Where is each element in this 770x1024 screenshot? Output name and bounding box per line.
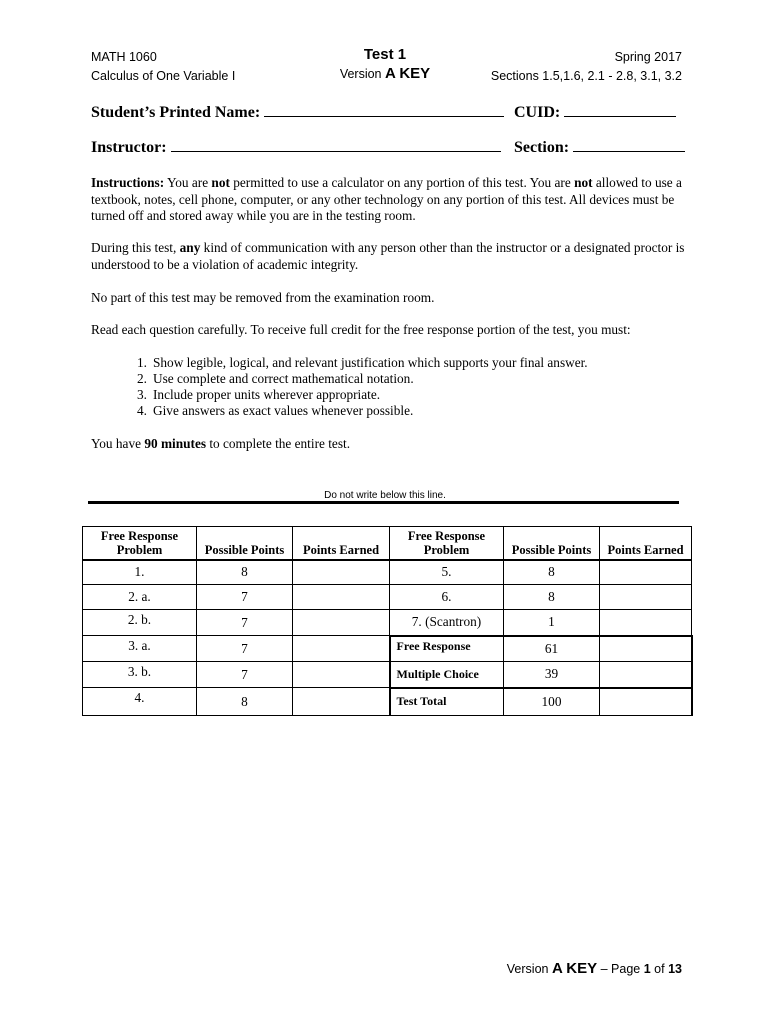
list-item (137, 387, 677, 403)
do-not-write-notice: Do not write below this line. (324, 490, 446, 501)
table-row (83, 560, 692, 585)
list-text: Give answers as exact values whenever possible. (153, 403, 414, 418)
possible-points-cell: 7 (197, 585, 293, 610)
removal-paragraph: No part of this test may be removed from the examination room. (91, 290, 435, 305)
summary-points-cell: 39 (504, 662, 600, 688)
problem-cell: 4. (83, 688, 197, 716)
list-item (137, 371, 677, 387)
list-item (137, 355, 677, 371)
version-prefix: Version (339, 67, 382, 81)
possible-points-cell: 8 (504, 560, 600, 585)
header-problem: Free Response Problem (83, 527, 197, 560)
version-line (330, 65, 440, 83)
problem-cell: 7. (Scantron) (390, 610, 504, 636)
points-earned-cell[interactable] (600, 560, 692, 585)
list-number: 2. (137, 371, 147, 386)
footer-page-total: 13 (668, 962, 682, 976)
points-earned-cell[interactable] (600, 585, 692, 610)
summary-label-cell: Free Response (390, 636, 504, 662)
list-text: Include proper units wherever appropriate. (153, 387, 381, 402)
footer-version-key: KEY (566, 960, 598, 977)
table-header-row (83, 527, 692, 560)
points-earned-cell[interactable] (293, 662, 390, 688)
time-text: to complete the entire test. (206, 436, 351, 451)
instructor-line[interactable] (171, 138, 501, 152)
time-text: You have (91, 436, 145, 451)
list-number: 3. (137, 387, 147, 402)
term: Spring 2017 (614, 50, 682, 64)
cuid-line[interactable] (564, 103, 676, 117)
problem-cell: 2. b. (83, 610, 197, 636)
instructions-paragraph (91, 175, 691, 225)
time-limit: 90 minutes (144, 436, 207, 451)
table-row (83, 585, 692, 610)
points-earned-cell[interactable] (293, 636, 390, 662)
footer-page-sep: – Page (600, 962, 641, 976)
list-number: 4. (137, 403, 147, 418)
summary-label-cell: Test Total (390, 688, 504, 716)
student-name-line[interactable] (264, 103, 504, 117)
summary-earned-cell[interactable] (600, 636, 692, 662)
list-item (137, 403, 677, 419)
list-number: 1. (137, 355, 147, 370)
student-name-label: Student’s Printed Name: (91, 104, 261, 121)
header-earned: Points Earned (293, 527, 390, 560)
possible-points-cell: 7 (197, 636, 293, 662)
problem-cell: 5. (390, 560, 504, 585)
possible-points-cell: 8 (504, 585, 600, 610)
summary-points-cell: 100 (504, 688, 600, 716)
footer-of: of (654, 962, 665, 976)
problem-cell: 3. a. (83, 636, 197, 662)
problem-cell: 1. (83, 560, 197, 585)
problem-cell: 2. a. (83, 585, 197, 610)
page-footer (507, 960, 682, 977)
header-possible: Possible Points (504, 527, 600, 560)
sections: Sections 1.5,1.6, 2.1 - 2.8, 3.1, 3.2 (490, 69, 682, 83)
instructions-text: allowed to use a textbook, notes, cell phone, computer, or any other technology on any portion of this test. All devices must be turned off and stored away while you are in the testing room. (91, 175, 682, 223)
header-problem: Free Response Problem (390, 527, 504, 560)
table-row (83, 636, 692, 662)
header-possible: Possible Points (197, 527, 293, 560)
possible-points-cell: 7 (197, 610, 293, 636)
divider-rule (88, 501, 679, 504)
time-paragraph (91, 436, 691, 453)
course-info (91, 48, 235, 86)
term-info (491, 48, 682, 86)
footer-version-letter: A (551, 960, 563, 977)
emphasis-not: not (211, 175, 230, 190)
instructor-field[interactable] (91, 137, 501, 159)
version-key: KEY (399, 65, 431, 82)
points-earned-cell[interactable] (293, 560, 390, 585)
section-field[interactable] (514, 137, 685, 159)
course-code: MATH 1060 (91, 50, 157, 64)
footer-page-number: 1 (643, 962, 651, 976)
summary-earned-cell[interactable] (600, 662, 692, 688)
requirements-list (137, 355, 677, 419)
cuid-label: CUID: (514, 104, 561, 121)
section-label: Section: (514, 139, 570, 156)
test-info (330, 45, 440, 83)
instructor-label: Instructor: (91, 139, 167, 156)
points-earned-cell[interactable] (600, 610, 692, 636)
course-title: Calculus of One Variable I (91, 69, 236, 83)
points-earned-cell[interactable] (293, 610, 390, 636)
emphasis-not: not (574, 175, 593, 190)
instructions-text: permitted to use a calculator on any portion of this test. You are (229, 175, 575, 190)
read-carefully-paragraph: Read each question carefully. To receive full credit for the free response portion of the test, you must: (91, 322, 631, 337)
summary-points-cell: 61 (504, 636, 600, 662)
section-line[interactable] (573, 138, 685, 152)
version-letter: A (385, 65, 396, 82)
table-row (83, 662, 692, 688)
possible-points-cell: 8 (197, 688, 293, 716)
problem-cell: 6. (390, 585, 504, 610)
footer-version-prefix: Version (506, 962, 549, 976)
score-table (82, 526, 693, 716)
problem-cell: 3. b. (83, 662, 197, 688)
summary-label-cell: Multiple Choice (390, 662, 504, 688)
points-earned-cell[interactable] (293, 688, 390, 716)
emphasis-any: any (179, 240, 201, 255)
list-text: Show legible, logical, and relevant justification which supports your final answer. (153, 355, 588, 370)
table-row (83, 688, 692, 716)
instructions-lead: Instructions: (91, 175, 165, 190)
points-earned-cell[interactable] (293, 585, 390, 610)
student-name-field[interactable] (91, 102, 504, 124)
cuid-field[interactable] (514, 102, 676, 124)
instructions-text: You are (164, 175, 212, 190)
possible-points-cell: 8 (197, 560, 293, 585)
possible-points-cell: 1 (504, 610, 600, 636)
table-row (83, 610, 692, 636)
integrity-text: During this test, (91, 240, 180, 255)
test-title: Test 1 (363, 46, 407, 63)
list-text: Use complete and correct mathematical notation. (153, 371, 414, 386)
integrity-text: kind of communication with any person other than the instructor or a designated proctor is understood to be a violation of academic integrity. (91, 240, 685, 272)
summary-earned-cell[interactable] (600, 688, 692, 716)
header-earned: Points Earned (600, 527, 692, 560)
possible-points-cell: 7 (197, 662, 293, 688)
integrity-paragraph (91, 240, 691, 273)
